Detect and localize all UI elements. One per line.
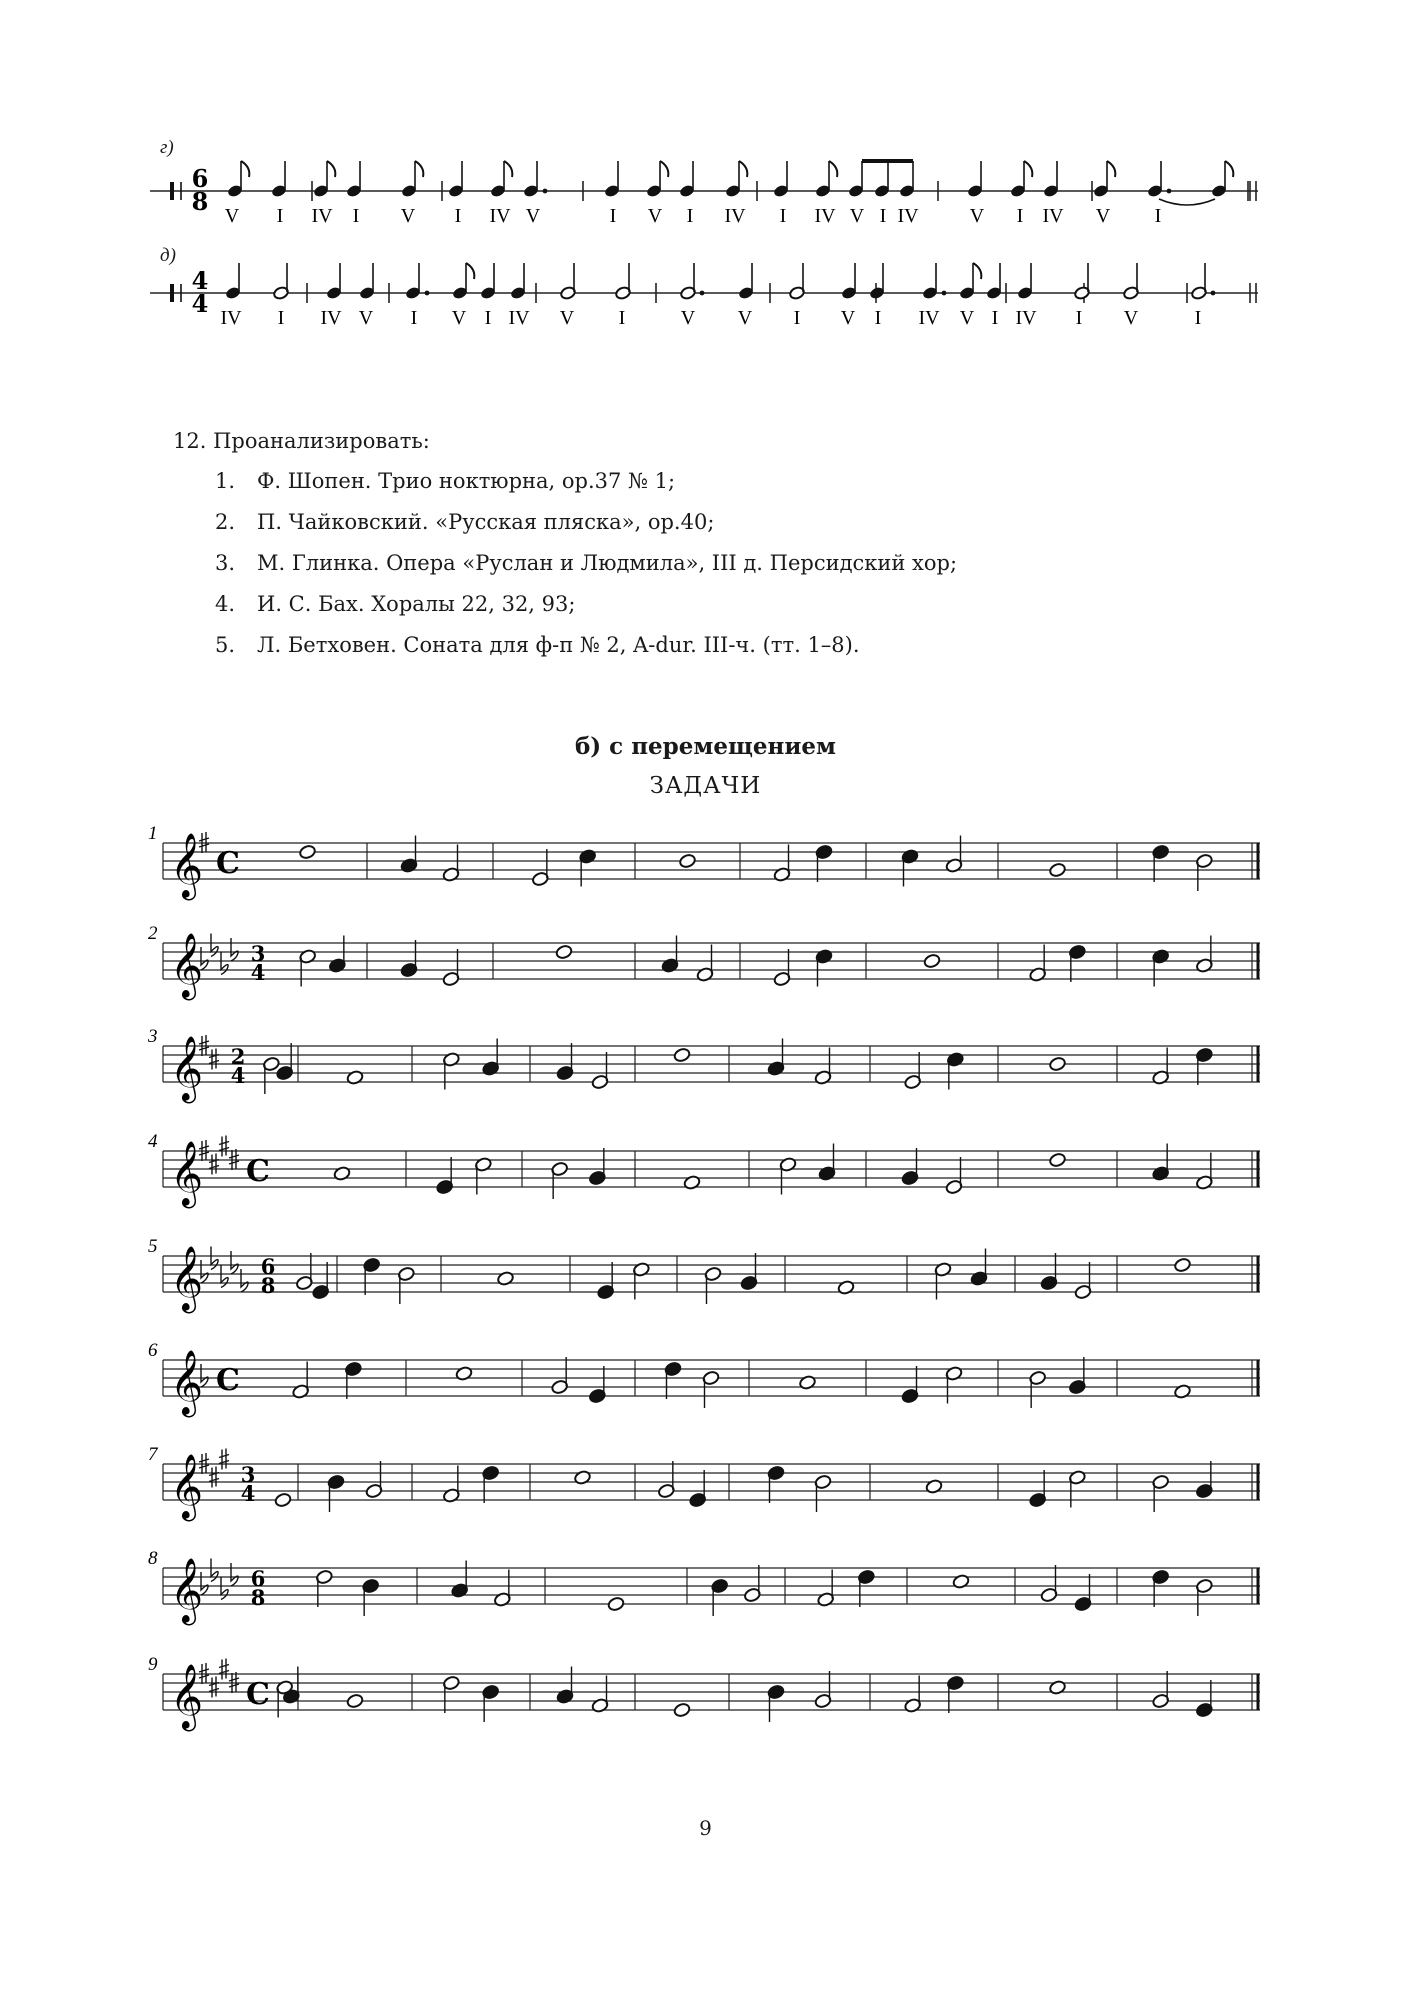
note-head bbox=[555, 944, 573, 960]
task-item bbox=[215, 510, 957, 551]
note-head bbox=[923, 953, 941, 969]
time-sig-bottom: 4 bbox=[240, 1481, 256, 1506]
task-item bbox=[215, 551, 957, 592]
rhythm-line-g bbox=[150, 161, 1258, 227]
section-subtitle: б) с перемещением bbox=[574, 733, 837, 760]
sharp-sign bbox=[219, 1449, 229, 1470]
sharp-sign bbox=[209, 1154, 219, 1175]
sharp-sign bbox=[209, 1049, 219, 1070]
degree-label: V bbox=[849, 205, 865, 227]
degree-label: V bbox=[959, 307, 975, 329]
note-head bbox=[925, 1479, 943, 1495]
degree-label: IV bbox=[724, 205, 746, 227]
task-item-text: М. Глинка. Опера «Руслан и Людмила», III д. Персидский хор; bbox=[257, 551, 958, 575]
melody-staves bbox=[147, 823, 1260, 1731]
melody-staff bbox=[148, 1131, 1260, 1208]
degree-label: I bbox=[277, 307, 285, 329]
note-flag bbox=[241, 161, 249, 177]
time-sig-top: 6 bbox=[191, 164, 209, 193]
degree-label: I bbox=[1154, 205, 1162, 227]
degree-label: V bbox=[400, 205, 416, 227]
time-sig-common: C bbox=[216, 1363, 240, 1398]
degree-label: V bbox=[840, 307, 856, 329]
flat-sign bbox=[211, 934, 218, 957]
sharp-sign bbox=[209, 1467, 219, 1488]
flat-sign bbox=[231, 1251, 238, 1274]
degree-label: IV bbox=[311, 205, 333, 227]
treble-clef-icon: 𝄞 bbox=[170, 1454, 204, 1519]
task-item bbox=[215, 469, 957, 510]
melody-number: 2 bbox=[148, 923, 158, 944]
melody-number: 7 bbox=[148, 1444, 158, 1465]
treble-clef-icon: 𝄞 bbox=[170, 933, 204, 998]
task-item-text: Л. Бетховен. Соната для ф-п № 2, A-dur. III-ч. (тт. 1–8). bbox=[257, 633, 860, 657]
degree-label: I bbox=[1194, 307, 1202, 329]
note-head bbox=[346, 1693, 364, 1709]
note-flag bbox=[1107, 161, 1115, 177]
degree-label: I bbox=[609, 205, 617, 227]
treble-clef-icon: 𝄞 bbox=[170, 1558, 204, 1623]
degree-label: I bbox=[352, 205, 360, 227]
melody-staff bbox=[148, 1340, 1260, 1417]
note-head bbox=[673, 1047, 691, 1063]
note-flag bbox=[829, 161, 837, 177]
task-item-number: 3. bbox=[215, 551, 236, 575]
degree-label: I bbox=[410, 307, 418, 329]
degree-label: V bbox=[1123, 307, 1139, 329]
degree-label: IV bbox=[814, 205, 836, 227]
note-tie bbox=[1159, 199, 1215, 205]
note-head bbox=[1048, 862, 1066, 878]
flat-sign bbox=[221, 1265, 228, 1288]
task-item bbox=[215, 633, 957, 674]
flat-sign bbox=[211, 1559, 218, 1582]
note-dot bbox=[425, 291, 430, 296]
degree-label: V bbox=[737, 307, 753, 329]
melody-number: 3 bbox=[148, 1026, 158, 1047]
degree-label: IV bbox=[220, 307, 242, 329]
time-sig-common: C bbox=[246, 1154, 270, 1189]
treble-clef-icon: 𝄞 bbox=[170, 1350, 204, 1415]
task-item-number: 4. bbox=[215, 592, 236, 616]
note-flag bbox=[466, 263, 474, 279]
degree-label: IV bbox=[508, 307, 530, 329]
time-sig-bottom: 8 bbox=[260, 1273, 276, 1298]
note-head bbox=[573, 1470, 591, 1486]
task-item-text: И. С. Бах. Хоралы 22, 32, 93; bbox=[257, 592, 576, 616]
degree-label: V bbox=[559, 307, 575, 329]
rhythm-line-d bbox=[150, 263, 1258, 329]
degree-label: V bbox=[358, 307, 374, 329]
note-dot bbox=[543, 189, 548, 194]
note-dot bbox=[700, 291, 705, 296]
time-sig-common: C bbox=[216, 846, 240, 881]
degree-label: I bbox=[686, 205, 694, 227]
degree-label: I bbox=[618, 307, 626, 329]
melody-staff bbox=[148, 1444, 1260, 1521]
degree-label: IV bbox=[918, 307, 940, 329]
degree-label: V bbox=[525, 205, 541, 227]
task-heading: 12. Проанализировать: bbox=[173, 429, 430, 453]
degree-label: I bbox=[793, 307, 801, 329]
treble-clef-icon: 𝄞 bbox=[170, 1141, 204, 1206]
melody-number: 9 bbox=[148, 1654, 158, 1675]
time-sig-bottom: 4 bbox=[191, 289, 209, 318]
melody-staff bbox=[147, 1026, 1260, 1103]
note-head bbox=[952, 1574, 970, 1590]
note-head bbox=[673, 1702, 691, 1718]
note-head bbox=[1173, 1384, 1191, 1400]
task-item-number: 5. bbox=[215, 633, 236, 657]
exercise-label-g: г) bbox=[160, 137, 174, 158]
degree-label: V bbox=[969, 205, 985, 227]
degree-label: I bbox=[874, 307, 882, 329]
degree-label: I bbox=[779, 205, 787, 227]
melody-number: 1 bbox=[148, 823, 158, 844]
degree-label: I bbox=[454, 205, 462, 227]
page-number: 9 bbox=[699, 1816, 712, 1840]
degree-label: I bbox=[879, 205, 887, 227]
note-head bbox=[678, 853, 696, 869]
note-dot bbox=[1167, 189, 1172, 194]
note-head bbox=[1173, 1257, 1191, 1273]
treble-clef-icon: 𝄞 bbox=[170, 1246, 204, 1311]
note-head bbox=[274, 1492, 292, 1508]
note-head bbox=[1048, 1152, 1066, 1168]
time-sig-top: 6 bbox=[260, 1254, 276, 1279]
melody-staff bbox=[148, 923, 1260, 1000]
time-sig-top: 4 bbox=[191, 266, 209, 295]
note-flag bbox=[1024, 161, 1032, 177]
degree-label: I bbox=[991, 307, 999, 329]
melody-number: 5 bbox=[148, 1236, 158, 1257]
note-head bbox=[346, 1070, 364, 1086]
task-item-number: 1. bbox=[215, 469, 236, 493]
sharp-sign bbox=[209, 1677, 219, 1698]
note-flag bbox=[1225, 161, 1233, 177]
time-sig-top: 6 bbox=[250, 1566, 266, 1591]
melody-staff bbox=[148, 1654, 1260, 1731]
melody-staff bbox=[148, 823, 1260, 900]
note-head bbox=[298, 844, 316, 860]
note-head bbox=[798, 1375, 816, 1391]
degree-label: I bbox=[1075, 307, 1083, 329]
degree-label: V bbox=[224, 205, 240, 227]
task-list bbox=[215, 469, 957, 674]
time-sig-bottom: 8 bbox=[191, 187, 209, 216]
sharp-sign bbox=[219, 1136, 229, 1157]
time-sig-bottom: 8 bbox=[250, 1585, 266, 1610]
time-sig-bottom: 4 bbox=[230, 1063, 246, 1088]
note-head bbox=[837, 1280, 855, 1296]
note-flag bbox=[327, 161, 335, 177]
melody-number: 4 bbox=[148, 1131, 158, 1152]
note-dot bbox=[942, 291, 947, 296]
flat-sign bbox=[231, 938, 238, 961]
degree-label: V bbox=[680, 307, 696, 329]
note-flag bbox=[504, 161, 512, 177]
task-item-number: 2. bbox=[215, 510, 236, 534]
task-item-text: Ф. Шопен. Трио ноктюрна, op.37 № 1; bbox=[257, 469, 676, 493]
melody-number: 8 bbox=[148, 1548, 158, 1569]
degree-label: I bbox=[276, 205, 284, 227]
time-sig-top: 3 bbox=[240, 1462, 256, 1487]
note-flag bbox=[739, 161, 747, 177]
note-head bbox=[496, 1271, 514, 1287]
degree-label: V bbox=[1095, 205, 1111, 227]
task-item bbox=[215, 592, 957, 633]
treble-clef-icon: 𝄞 bbox=[170, 1036, 204, 1101]
note-flag bbox=[660, 161, 668, 177]
melody-number: 6 bbox=[148, 1340, 158, 1361]
flat-sign bbox=[231, 1563, 238, 1586]
task-item-text: П. Чайковский. «Русская пляска», op.40; bbox=[257, 510, 715, 534]
melody-staff bbox=[148, 1548, 1260, 1625]
treble-clef-icon: 𝄞 bbox=[170, 1664, 204, 1729]
time-sig-top: 2 bbox=[230, 1044, 246, 1069]
note-head bbox=[1048, 1056, 1066, 1072]
note-dot bbox=[1211, 291, 1216, 296]
degree-label: IV bbox=[1015, 307, 1037, 329]
degree-label: I bbox=[1016, 205, 1024, 227]
degree-label: V bbox=[647, 205, 663, 227]
note-head bbox=[683, 1175, 701, 1191]
flat-sign bbox=[221, 1577, 228, 1600]
note-flag bbox=[973, 263, 981, 279]
note-head bbox=[333, 1166, 351, 1182]
sharp-sign bbox=[219, 1659, 229, 1680]
note-head bbox=[1048, 1680, 1066, 1696]
time-sig-common: C bbox=[246, 1677, 270, 1712]
degree-label: I bbox=[484, 307, 492, 329]
treble-clef-icon: 𝄞 bbox=[170, 833, 204, 898]
degree-label: V bbox=[451, 307, 467, 329]
time-sig-top: 3 bbox=[250, 941, 266, 966]
exercise-label-d: д) bbox=[160, 245, 176, 266]
degree-label: IV bbox=[1042, 205, 1064, 227]
note-head bbox=[607, 1596, 625, 1612]
degree-label: IV bbox=[320, 307, 342, 329]
flat-sign bbox=[211, 1247, 218, 1270]
note-flag bbox=[415, 161, 423, 177]
note-head bbox=[455, 1366, 473, 1382]
degree-label: IV bbox=[897, 205, 919, 227]
melody-staff bbox=[148, 1236, 1260, 1313]
flat-sign bbox=[241, 1269, 248, 1292]
section-title: ЗАДАЧИ bbox=[649, 773, 762, 799]
flat-sign bbox=[221, 952, 228, 975]
time-sig-bottom: 4 bbox=[250, 960, 266, 985]
degree-label: IV bbox=[489, 205, 511, 227]
